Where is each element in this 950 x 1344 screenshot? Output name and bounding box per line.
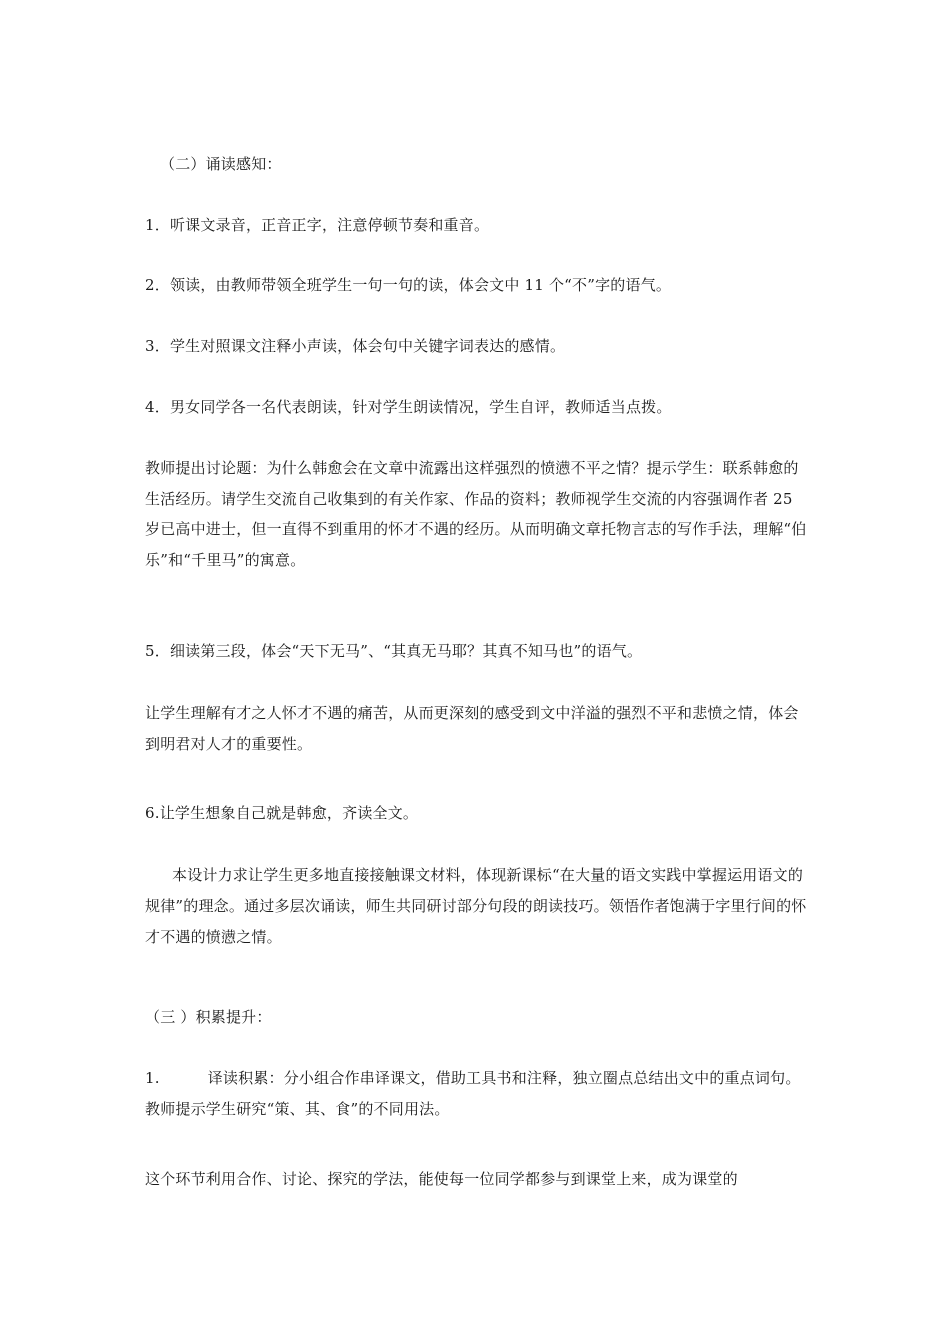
list-item-3-1 (145, 1063, 810, 1125)
list-item-2: 2．领读，由教师带领全班学生一句一句的读，体会文中 11 个“不”字的语气。 (145, 276, 672, 294)
closing-paragraph: 这个环节利用合作、讨论、探究的学法，能使每一位同学都参与到课堂上来，成为课堂的 (145, 1170, 738, 1188)
design-note-paragraph: 本设计力求让学生更多地直接接触课文材料，体现新课标“在大量的语文实践中掌握运用语文的规律”的理念。通过多层次诵读，师生共同研讨部分句段的朗读技巧。领悟作者饱满于字里行间的怀才不遇的愤懑之情。 (145, 866, 807, 946)
section-heading-2: （二）诵读感知： (160, 155, 282, 173)
list-item-4: 4．男女同学各一名代表朗读，针对学生朗读情况，学生自评，教师适当点拨。 (145, 398, 672, 416)
item-5-note: 让学生理解有才之人怀才不遇的痛苦，从而更深刻的感受到文中洋溢的强烈不平和悲愤之情，体会到明君对人才的重要性。 (145, 704, 799, 753)
list-item-3: 3．学生对照课文注释小声读，体会句中关键字词表达的感情。 (145, 337, 566, 355)
list-item-number: 1. (145, 1069, 160, 1087)
list-item-text: 译读积累：分小组合作串译课文，借助工具书和注释，独立圈点总结出文中的重点词句。教师提示学生研究“策、其、食”的不同用法。 (145, 1069, 801, 1118)
list-item-6: 6.让学生想象自己就是韩愈，齐读全文。 (145, 804, 419, 822)
discussion-paragraph: 教师提出讨论题：为什么韩愈会在文章中流露出这样强烈的愤懑不平之情？提示学生：联系韩愈的生活经历。请学生交流自己收集到的有关作家、作品的资料；教师视学生交流的内容强调作者 25 岁已高中进士，但一直得不到重用的怀才不遇的经历。从而明确文章托物言志的写作手法，理解“伯乐”和“千里马”的寓意。 (145, 459, 807, 569)
list-item-5: 5．细读第三段，体会“天下无马”、“其真无马耶？其真不知马也”的语气。 (145, 642, 643, 660)
section-heading-3: （三 ）积累提升： (145, 1008, 272, 1026)
list-item-1: 1．听课文录音，正音正字，注意停顿节奏和重音。 (145, 216, 490, 234)
